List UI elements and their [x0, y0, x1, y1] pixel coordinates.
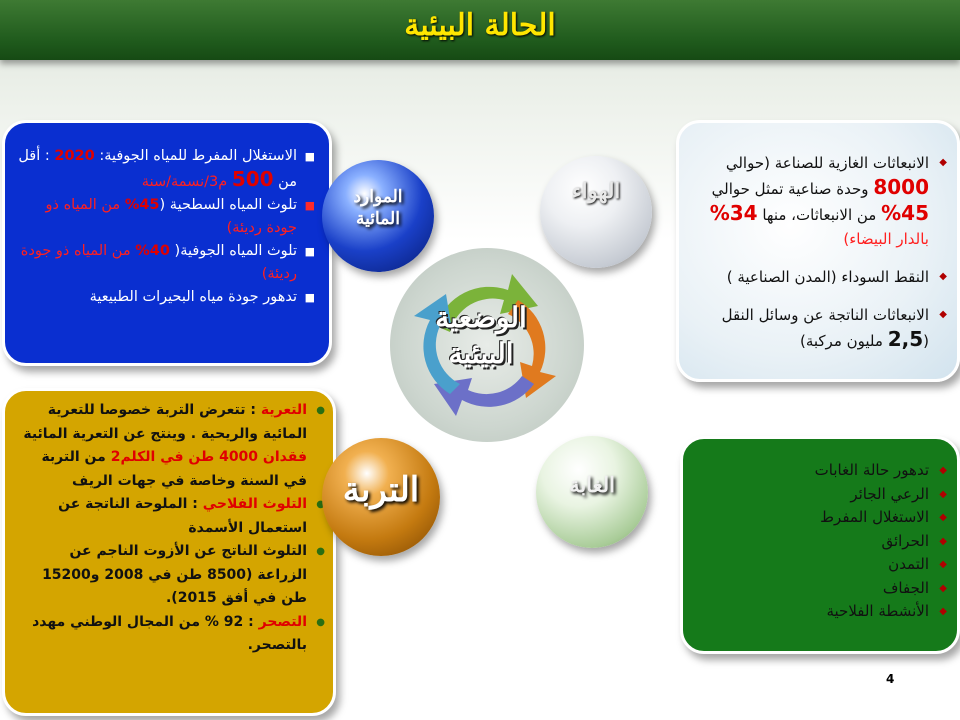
water-item1-year: 2020 — [54, 148, 95, 164]
water-item2-text: تلوث المياه السطحية ( — [159, 197, 297, 213]
air-item1-text-d: بالدار البيضاء) — [843, 230, 929, 248]
water-item3-percent: 40% — [135, 243, 170, 259]
air-item-transport — [687, 303, 947, 353]
water-sphere-line1: الموارد — [353, 187, 403, 207]
forest-sphere — [536, 436, 648, 548]
forest-item: ◆ الجفاف — [723, 577, 947, 601]
air-item3-number: 2,5 — [887, 327, 924, 351]
air-item3-text-b: مليون مركبة) — [800, 332, 888, 350]
soil-item2-heading: التلوث الفلاحي — [202, 496, 307, 512]
soil-item4-text: : 92 % من المجال الوطني مهدد بالتصحر. — [32, 613, 307, 653]
soil-item-erosion — [15, 399, 325, 493]
water-item-lakes — [17, 286, 315, 309]
soil-item1-text-b: من التربة في السنة وخاصة في جهات الريف — [41, 449, 307, 489]
water-sphere — [322, 160, 434, 272]
soil-sphere — [322, 438, 440, 556]
water-sphere-label — [322, 186, 434, 230]
page-number: 4 — [886, 672, 895, 686]
water-sphere-line2: المائية — [356, 209, 400, 229]
air-item1-number: 8000 — [873, 175, 929, 199]
soil-sphere-label: التربة — [342, 470, 420, 510]
soil-item-agri-pollution — [15, 493, 325, 540]
water-item3-text-b: من المياه ذو جودة رديئة) — [20, 243, 297, 282]
air-item1-percent: 45% — [881, 201, 929, 225]
center-label-line2: البيئية — [448, 337, 514, 370]
water-resources-panel — [2, 120, 332, 366]
water-item1-text: الاستغلال المفرط للمياه الجوفية: — [94, 148, 297, 164]
center-label — [396, 300, 566, 372]
soil-item2-text: : الملوحة الناتجة عن استعمال الأسمدة — [58, 496, 307, 536]
forest-item: ◆ الأنشطة الفلاحية — [723, 600, 947, 624]
forest-item: ◆ الرعي الجائر — [723, 483, 947, 507]
soil-panel — [2, 388, 336, 716]
air-item1-text: الانبعاثات الغازية للصناعة (حوالي — [725, 154, 929, 172]
forest-item: ◆ التمدن — [723, 553, 947, 577]
air-item1-text-b: وحدة صناعية تمثل حوالي — [711, 180, 874, 198]
air-item-black-spots — [687, 265, 947, 289]
air-sphere-label: الهواء — [571, 178, 621, 203]
water-item2-percent: 45% — [124, 197, 160, 213]
water-item-groundwater-pollution — [17, 240, 315, 286]
water-item4-text: تدهور جودة مياه البحيرات الطبيعية — [89, 289, 297, 305]
air-panel — [676, 120, 960, 382]
center-label-line1: الوضعية — [435, 301, 527, 334]
soil-item1-text: : تتعرض التربة خصوصا للتعرية المائية والريحية . وينتج عن التعرية المائية — [23, 402, 307, 442]
water-list — [17, 145, 315, 309]
air-item-industrial-emissions — [687, 151, 947, 251]
air-item2-text: النقط السوداء (المدن الصناعية ) — [726, 268, 929, 286]
water-item2-text-b: من المياه ذو جودة رديئة) — [45, 197, 297, 236]
air-item1-percent2: 34% — [709, 201, 758, 225]
forest-item: ◆ تدهور حالة الغابات — [723, 459, 947, 483]
forest-sphere-label: الغابة — [569, 472, 615, 497]
water-item-overexploitation — [17, 145, 315, 194]
air-item1-text-c: من الانبعاثات، منها — [757, 206, 882, 224]
air-item3-text: الانبعاثات الناتجة عن وسائل النقل ( — [721, 306, 929, 350]
water-item1-number: 500 — [231, 167, 274, 191]
soil-item1-heading: التعرية — [260, 402, 307, 418]
water-item1-text-b: : أقل من — [18, 148, 297, 190]
soil-list — [15, 399, 325, 658]
forest-list — [723, 459, 947, 624]
slide-title: الحالة البيئية — [404, 8, 556, 43]
soil-item-nitrogen — [15, 540, 325, 611]
water-item3-text: تلوث المياه الجوفية( — [169, 243, 297, 259]
title-bar — [0, 0, 960, 60]
soil-item4-heading: التصحر — [258, 613, 307, 630]
air-list — [687, 151, 947, 353]
air-sphere — [540, 156, 652, 268]
forest-item: ◆ الحرائق — [723, 530, 947, 554]
soil-item3-text: التلوث الناتج عن الأزوت الناجم عن الزراعة (8500 طن في 2008 و15200 طن في أفق 2015). — [42, 543, 307, 606]
soil-item-desertification — [15, 611, 325, 658]
water-item1-unit: م3/نسمة/سنة — [141, 174, 232, 190]
forest-item: ◆ الاستغلال المفرط — [723, 506, 947, 530]
soil-item1-loss: فقدان 4000 طن في الكلم2 — [110, 449, 307, 465]
forest-panel — [680, 436, 960, 654]
water-item-surface-pollution — [17, 194, 315, 240]
